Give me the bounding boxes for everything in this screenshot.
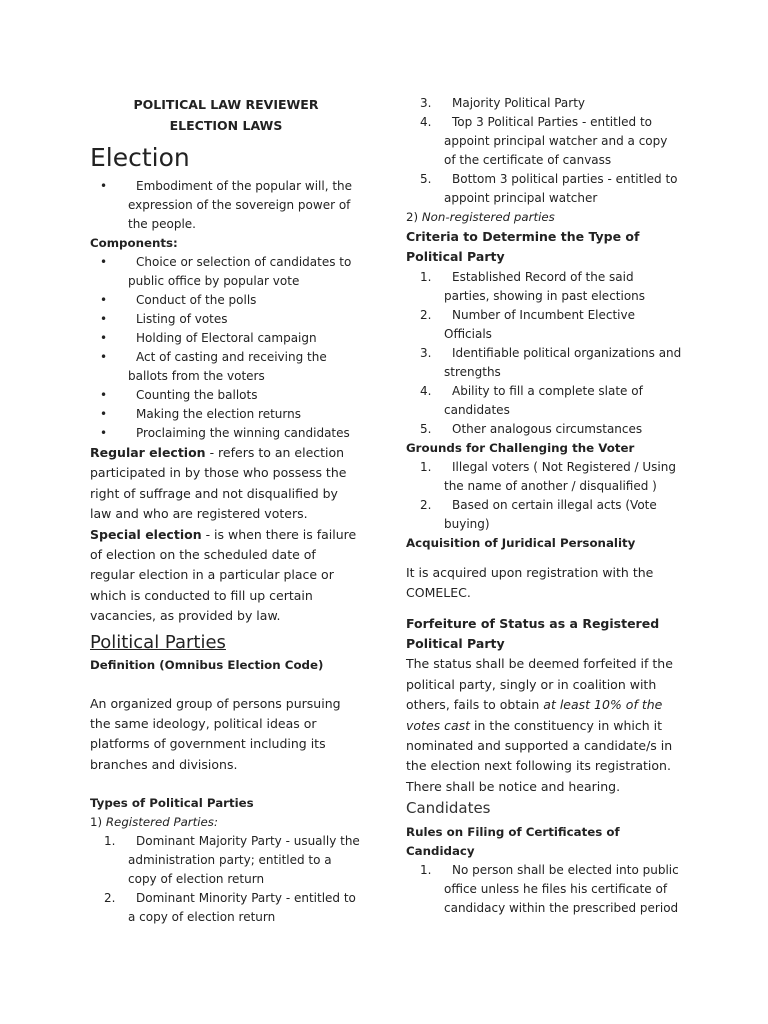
- special-election-term: Special election: [90, 526, 202, 542]
- item-number: 1.: [104, 834, 116, 849]
- list-item-text: Making the election returns: [136, 407, 301, 421]
- list-item-text: Established Record of the said parties, showing in past elections: [444, 269, 646, 303]
- rules-list: [406, 861, 682, 918]
- list-item: [406, 170, 682, 208]
- nonregistered-number: 2): [406, 210, 419, 224]
- item-number: 2.: [420, 497, 432, 512]
- list-item-text: Ability to fill a complete slate of candidates: [444, 383, 643, 417]
- item-number: 3.: [420, 96, 432, 110]
- list-item-text: Illegal voters ( Not Registered / Using the name of another / disqualified ): [444, 459, 676, 493]
- item-number: 1.: [420, 459, 432, 474]
- list-item: [406, 306, 682, 344]
- rules-heading: Rules on Filing of Certificates of Candidacy: [406, 825, 620, 859]
- list-item-text: Identifiable political organizations and strengths: [444, 345, 682, 379]
- registered-parties-list: [90, 832, 362, 927]
- components-heading: Components:: [90, 236, 178, 250]
- list-item-text: Number of Incumbent Elective Officials: [444, 307, 635, 341]
- item-number: 4.: [420, 383, 432, 398]
- right-column: [406, 94, 682, 918]
- list-item: [90, 291, 362, 310]
- registered-parties-label: [90, 813, 362, 832]
- list-item-text: Other analogous circumstances: [452, 421, 643, 436]
- list-item: [90, 832, 362, 889]
- types-heading: Types of Political Parties: [90, 796, 254, 811]
- list-item: [406, 861, 682, 918]
- item-number: 2.: [104, 891, 116, 906]
- bullet-marker: •: [100, 331, 108, 345]
- forfeiture-text-a: The status shall be deemed forfeited if the political party, singly or in coalition with others, fails to obtain: [406, 656, 673, 713]
- grounds-list: [406, 458, 682, 534]
- special-election-text: - is when there is failure of election on the scheduled date of regular election in a particular place or which is conducted to fill up certain vacancies, as provided by law.: [90, 526, 357, 624]
- list-item-text: Conduct of the polls: [136, 293, 257, 307]
- definition-heading: Definition (Omnibus Election Code): [90, 657, 324, 672]
- forfeiture-text-italic: at least 10% of the votes cast: [406, 697, 663, 733]
- list-item-text: Dominant Minority Party - entitled to a copy of election return: [128, 891, 356, 925]
- list-item: [406, 268, 682, 306]
- list-item-text: Majority Political Party: [452, 96, 586, 110]
- list-item-text: Counting the ballots: [136, 388, 258, 402]
- candidates-heading: Candidates: [406, 799, 491, 818]
- bullet-marker: •: [100, 255, 108, 269]
- list-item: [406, 344, 682, 382]
- registered-parties-list-continued: [406, 94, 682, 208]
- registered-label: Registered Parties:: [105, 815, 218, 830]
- list-item-text: Listing of votes: [136, 312, 228, 326]
- list-item: [90, 386, 362, 405]
- list-item: [406, 420, 682, 439]
- left-column: [90, 94, 362, 927]
- list-item: [406, 496, 682, 534]
- regular-election-term: Regular election: [90, 445, 206, 460]
- list-item-text: Bottom 3 political parties - entitled to appoint principal watcher: [444, 172, 678, 205]
- item-number: 2.: [420, 307, 432, 322]
- definition-paragraph: An organized group of persons pursuing the same ideology, political ideas or platforms of government including its branches and divisions.: [90, 695, 341, 772]
- forfeiture-heading: Forfeiture of Status as a Registered Political Party: [406, 615, 660, 652]
- bullet-marker: •: [100, 426, 108, 440]
- item-number: 5.: [420, 172, 432, 186]
- list-item-text: Top 3 Political Parties - entitled to appoint principal watcher and a copy of the certificate of canvass: [444, 115, 668, 167]
- juridical-heading: Acquisition of Juridical Personality: [406, 535, 636, 550]
- list-item-text: Act of casting and receiving the ballots from the voters: [128, 350, 327, 383]
- list-item: [406, 113, 682, 170]
- list-item-text: No person shall be elected into public office unless he files his certificate of candidacy within the prescribed period: [444, 863, 679, 916]
- forfeiture-text-b: in the constituency in which it nominated and supported a candidate/s in the election next following its registration. There shall be notice and hearing.: [406, 717, 673, 794]
- doc-title-line1: POLITICAL LAW REVIEWER: [133, 97, 319, 112]
- forfeiture-paragraph: [406, 654, 682, 797]
- list-item: [90, 424, 362, 443]
- components-list: [90, 253, 362, 443]
- political-parties-heading: Political Parties: [90, 631, 226, 653]
- criteria-heading: Criteria to Determine the Type of Political Party: [406, 229, 640, 265]
- list-item: [90, 329, 362, 348]
- election-heading: Election: [90, 143, 190, 172]
- list-item: [90, 348, 362, 386]
- nonregistered-parties-label: [406, 208, 682, 227]
- special-election-paragraph: [90, 525, 362, 627]
- bullet-marker: •: [100, 350, 108, 364]
- item-number: 4.: [420, 115, 432, 129]
- criteria-list: [406, 268, 682, 439]
- bullet-marker: •: [100, 388, 108, 402]
- list-item-text: Based on certain illegal acts (Vote buying): [444, 497, 657, 531]
- bullet-marker: •: [100, 407, 108, 421]
- election-intro-list: [90, 177, 362, 234]
- doc-title-line2: ELECTION LAWS: [169, 118, 283, 133]
- item-number: 3.: [420, 345, 432, 360]
- nonregistered-label: Non-registered parties: [421, 210, 555, 224]
- list-item: [90, 310, 362, 329]
- item-number: 5.: [420, 421, 432, 436]
- list-item-text: Choice or selection of candidates to public office by popular vote: [128, 255, 352, 288]
- grounds-heading: Grounds for Challenging the Voter: [406, 440, 635, 455]
- list-item: [406, 382, 682, 420]
- list-item-text: Dominant Majority Party - usually the administration party; entitled to a copy of election return: [128, 834, 360, 887]
- list-item: [90, 889, 362, 927]
- regular-election-text: - refers to an election participated in by those who possess the right of suffrage and not disqualified by law and who are registered voters.: [90, 445, 347, 522]
- juridical-paragraph: It is acquired upon registration with the COMELEC.: [406, 564, 654, 601]
- bullet-marker: •: [100, 312, 108, 326]
- list-item-text: Embodiment of the popular will, the expression of the sovereign power of the people.: [128, 179, 353, 231]
- list-item: [90, 177, 362, 234]
- regular-election-paragraph: [90, 443, 362, 525]
- bullet-marker: •: [100, 179, 108, 193]
- item-number: 1.: [420, 863, 432, 878]
- list-item-text: Holding of Electoral campaign: [136, 331, 317, 345]
- item-number: 1.: [420, 269, 432, 284]
- list-item: [406, 458, 682, 496]
- list-item: [90, 405, 362, 424]
- list-item: [90, 253, 362, 291]
- bullet-marker: •: [100, 293, 108, 307]
- registered-number: 1): [90, 815, 103, 830]
- list-item: [406, 94, 682, 113]
- list-item-text: Proclaiming the winning candidates: [136, 426, 350, 440]
